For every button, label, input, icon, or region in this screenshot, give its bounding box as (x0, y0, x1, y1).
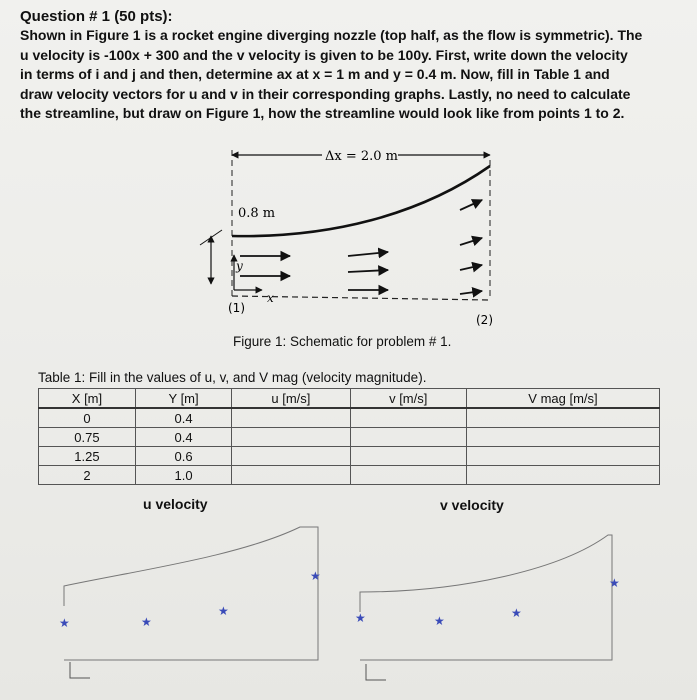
cell-u[interactable] (232, 428, 350, 447)
u-graph-star: ★ (218, 604, 229, 618)
question-line: draw velocity vectors for u and v in their corresponding graphs. Lastly, no need to calculate (20, 85, 631, 102)
cell-y: 0.4 (135, 408, 231, 428)
height-label: 0.8 m (238, 206, 276, 221)
x-axis-label: x (267, 291, 274, 305)
u-graph-star: ★ (141, 615, 152, 629)
question-line: in terms of i and j and then, determine ax at x = 1 m and y = 0.4 m. Now, fill in Table 1 and (20, 66, 610, 82)
cell-u[interactable] (232, 447, 350, 466)
question-title: Question # 1 (50 pts): (20, 8, 173, 25)
v-graph-star: ★ (355, 611, 366, 625)
dx-label: Δx = 2.0 m (325, 149, 399, 164)
u-velocity-label: u velocity (143, 496, 208, 512)
column-header: X [m] (39, 389, 136, 409)
v-graph-axes (366, 664, 386, 680)
table-header-row (39, 389, 660, 409)
velocity-arrow (348, 252, 388, 256)
v-graph-star: ★ (609, 576, 620, 590)
table-row (39, 428, 660, 447)
cell-x: 1.25 (39, 447, 136, 466)
cell-y: 0.4 (135, 428, 231, 447)
cell-u[interactable] (232, 408, 350, 428)
question-line: Shown in Figure 1 is a rocket engine diverging nozzle (top half, as the flow is symmetric). The (20, 27, 643, 43)
cell-v[interactable] (350, 428, 466, 447)
point-1-label: (1) (228, 301, 245, 315)
column-header: Y [m] (135, 389, 231, 409)
cell-x: 2 (39, 466, 136, 485)
column-header: V mag [m/s] (466, 389, 659, 409)
cell-x: 0.75 (39, 428, 136, 447)
cell-u[interactable] (232, 466, 350, 485)
u-velocity-graph-outline (64, 527, 318, 660)
cell-vmag[interactable] (466, 447, 659, 466)
column-header: v [m/s] (350, 389, 466, 409)
velocity-arrow (348, 270, 388, 272)
v-velocity-graph-outline (360, 535, 612, 660)
table-row (39, 447, 660, 466)
table-row (39, 466, 660, 485)
u-graph-star: ★ (59, 616, 70, 630)
velocity-arrow (460, 200, 482, 210)
cell-y: 0.6 (135, 447, 231, 466)
y-axis-label: y (236, 259, 243, 273)
cell-y: 1.0 (135, 466, 231, 485)
column-header: u [m/s] (232, 389, 350, 409)
u-graph-star: ★ (310, 569, 321, 583)
u-graph-axes (70, 662, 90, 678)
cell-x: 0 (39, 408, 136, 428)
cell-vmag[interactable] (466, 408, 659, 428)
velocity-arrow (460, 238, 482, 245)
figure-caption: Figure 1: Schematic for problem # 1. (233, 334, 452, 349)
question-line: u velocity is -100x + 300 and the v velocity is given to be 100y. First, write down the velocity (20, 46, 628, 63)
v-velocity-label: v velocity (440, 497, 504, 513)
cell-vmag[interactable] (466, 428, 659, 447)
velocity-arrow (460, 265, 482, 270)
cell-vmag[interactable] (466, 466, 659, 485)
velocity-arrow (460, 291, 482, 294)
cell-v[interactable] (350, 408, 466, 428)
v-graph-star: ★ (434, 614, 445, 628)
point-2-label: (2) (476, 313, 493, 327)
question-line: the streamline, but draw on Figure 1, how the streamline would look like from points 1 to 2. (20, 105, 625, 121)
cell-v[interactable] (350, 466, 466, 485)
velocity-table (38, 388, 660, 485)
v-graph-star: ★ (511, 606, 522, 620)
nozzle-wall (232, 166, 490, 236)
table-row (39, 408, 660, 428)
table-caption: Table 1: Fill in the values of u, v, and V mag (velocity magnitude). (38, 370, 427, 385)
cell-v[interactable] (350, 447, 466, 466)
